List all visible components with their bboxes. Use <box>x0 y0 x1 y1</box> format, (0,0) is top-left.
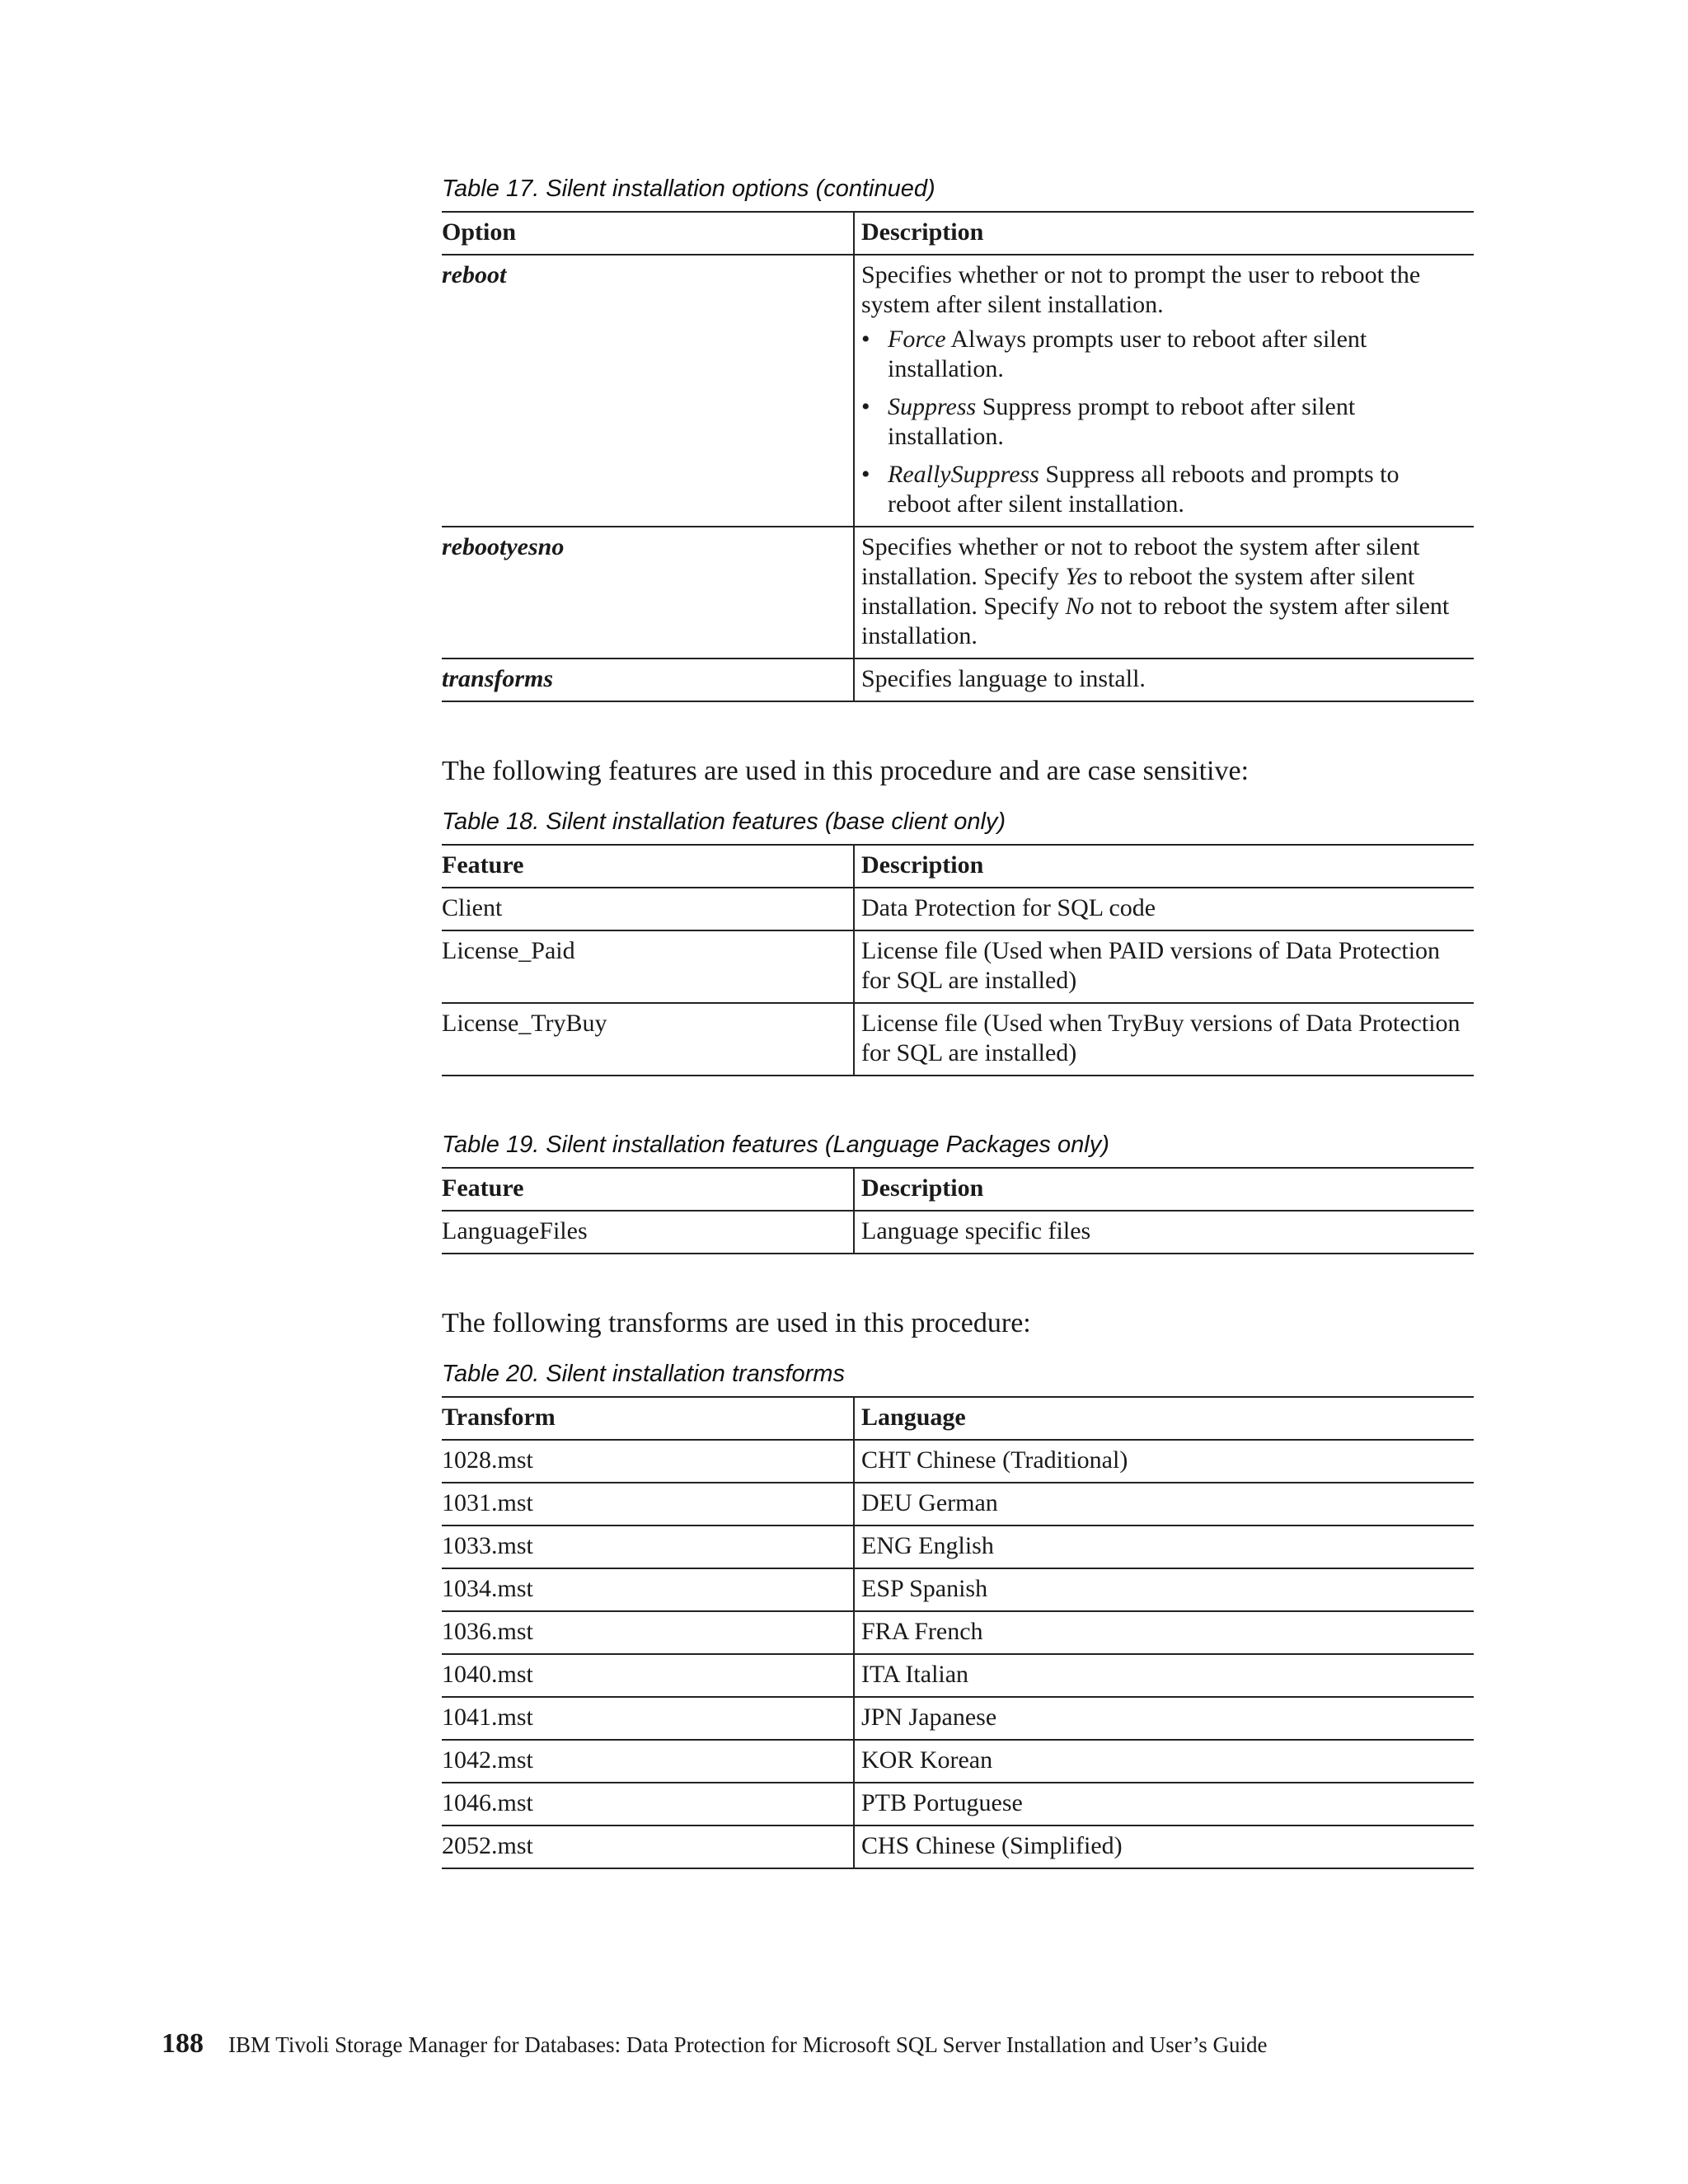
page-content <box>442 175 1474 1869</box>
bullet-icon: • <box>861 326 870 353</box>
table-20-silent-installation-transforms <box>442 1396 1474 1869</box>
language-cell: ESP Spanish <box>854 1568 1474 1611</box>
table-header-row <box>442 1168 1474 1211</box>
bullet-term: Suppress <box>888 393 977 420</box>
value-no: No <box>1065 593 1095 620</box>
bullet-text: Suppress all reboots and prompts to reboot after silent installation. <box>888 461 1400 518</box>
table-row <box>442 930 1474 1003</box>
table-row <box>442 1483 1474 1526</box>
language-cell: DEU German <box>854 1483 1474 1526</box>
table-17-silent-installation-options <box>442 211 1474 702</box>
page-number: 188 <box>162 2028 204 2059</box>
table-row <box>442 1654 1474 1697</box>
list-item <box>861 392 1467 452</box>
option-description <box>854 255 1474 527</box>
bullet-term: ReallySuppress <box>888 461 1039 488</box>
description-text: Specifies whether or not to prompt the user to reboot the system after silent installation. <box>861 261 1421 318</box>
list-item <box>861 460 1467 519</box>
description-cell: License file (Used when PAID versions of Data Protection for SQL are installed) <box>854 930 1474 1003</box>
language-cell: JPN Japanese <box>854 1697 1474 1740</box>
bullet-icon: • <box>861 461 870 488</box>
option-name: transforms <box>442 658 854 701</box>
column-header-language: Language <box>854 1397 1474 1440</box>
column-header-description: Description <box>854 212 1474 255</box>
language-cell: ITA Italian <box>854 1654 1474 1697</box>
transform-cell: 2052.mst <box>442 1825 854 1868</box>
description-text: Specifies whether or not to reboot the system after silent installation. Specify <box>861 533 1420 590</box>
column-header-transform: Transform <box>442 1397 854 1440</box>
table-row <box>442 1611 1474 1654</box>
transform-cell: 1046.mst <box>442 1783 854 1825</box>
table-row <box>442 888 1474 930</box>
language-cell: PTB Portuguese <box>854 1783 1474 1825</box>
transform-cell: 1040.mst <box>442 1654 854 1697</box>
option-description <box>854 527 1474 658</box>
table-19-caption: Table 19. Silent installation features (Language Packages only) <box>442 1132 1109 1158</box>
column-header-feature: Feature <box>442 845 854 888</box>
table-row <box>442 1568 1474 1611</box>
list-item <box>861 325 1467 384</box>
table-17-caption: Table 17. Silent installation options (continued) <box>442 176 935 202</box>
bullet-text: Suppress prompt to reboot after silent installation. <box>888 393 1356 450</box>
table-row <box>442 1740 1474 1783</box>
transform-cell: 1036.mst <box>442 1611 854 1654</box>
table-20-caption: Table 20. Silent installation transforms <box>442 1361 845 1387</box>
option-name: rebootyesno <box>442 527 854 658</box>
table-row <box>442 1697 1474 1740</box>
paragraph-features-intro: The following features are used in this procedure and are case sensitive: <box>442 756 1250 786</box>
table-row <box>442 255 1474 527</box>
description-cell: License file (Used when TryBuy versions of Data Protection for SQL are installed) <box>854 1003 1474 1076</box>
description-text: not to reboot the system after silent installation. <box>861 593 1450 649</box>
column-header-option: Option <box>442 212 854 255</box>
footer-book-title: IBM Tivoli Storage Manager for Databases: Data Protection for Microsoft SQL Server Installation and User’s Guide <box>228 2032 1268 2057</box>
language-cell: ENG English <box>854 1526 1474 1568</box>
page-footer <box>162 2029 1268 2060</box>
option-description: Specifies language to install. <box>854 658 1474 701</box>
bullet-term: Force <box>888 326 946 353</box>
bullet-icon: • <box>861 393 870 420</box>
bullet-text: Always prompts user to reboot after silent installation. <box>888 326 1367 382</box>
table-header-row <box>442 212 1474 255</box>
option-name: reboot <box>442 255 854 527</box>
language-cell: FRA French <box>854 1611 1474 1654</box>
paragraph-transforms-intro: The following transforms are used in this procedure: <box>442 1308 1031 1338</box>
table-row <box>442 1440 1474 1483</box>
column-header-description: Description <box>854 1168 1474 1211</box>
feature-cell: Client <box>442 888 854 930</box>
language-cell: KOR Korean <box>854 1740 1474 1783</box>
table-header-row <box>442 845 1474 888</box>
column-header-description: Description <box>854 845 1474 888</box>
transform-cell: 1042.mst <box>442 1740 854 1783</box>
table-18-caption: Table 18. Silent installation features (base client only) <box>442 808 1006 835</box>
description-cell: Language specific files <box>854 1211 1474 1254</box>
column-header-feature: Feature <box>442 1168 854 1211</box>
description-text: to reboot the system after silent installation. Specify <box>861 563 1415 620</box>
table-row <box>442 1825 1474 1868</box>
value-yes: Yes <box>1065 563 1098 590</box>
transform-cell: 1033.mst <box>442 1526 854 1568</box>
table-row <box>442 658 1474 701</box>
table-header-row <box>442 1397 1474 1440</box>
description-cell: Data Protection for SQL code <box>854 888 1474 930</box>
table-row <box>442 1003 1474 1076</box>
bullet-list <box>861 325 1467 519</box>
feature-cell: License_Paid <box>442 930 854 1003</box>
language-cell: CHS Chinese (Simplified) <box>854 1825 1474 1868</box>
table-19-language-package-features <box>442 1167 1474 1254</box>
transform-cell: 1031.mst <box>442 1483 854 1526</box>
feature-cell: LanguageFiles <box>442 1211 854 1254</box>
transform-cell: 1028.mst <box>442 1440 854 1483</box>
transform-cell: 1034.mst <box>442 1568 854 1611</box>
transform-cell: 1041.mst <box>442 1697 854 1740</box>
table-row <box>442 1526 1474 1568</box>
table-row <box>442 527 1474 658</box>
language-cell: CHT Chinese (Traditional) <box>854 1440 1474 1483</box>
table-18-silent-installation-features <box>442 844 1474 1076</box>
feature-cell: License_TryBuy <box>442 1003 854 1076</box>
table-row <box>442 1211 1474 1254</box>
table-row <box>442 1783 1474 1825</box>
